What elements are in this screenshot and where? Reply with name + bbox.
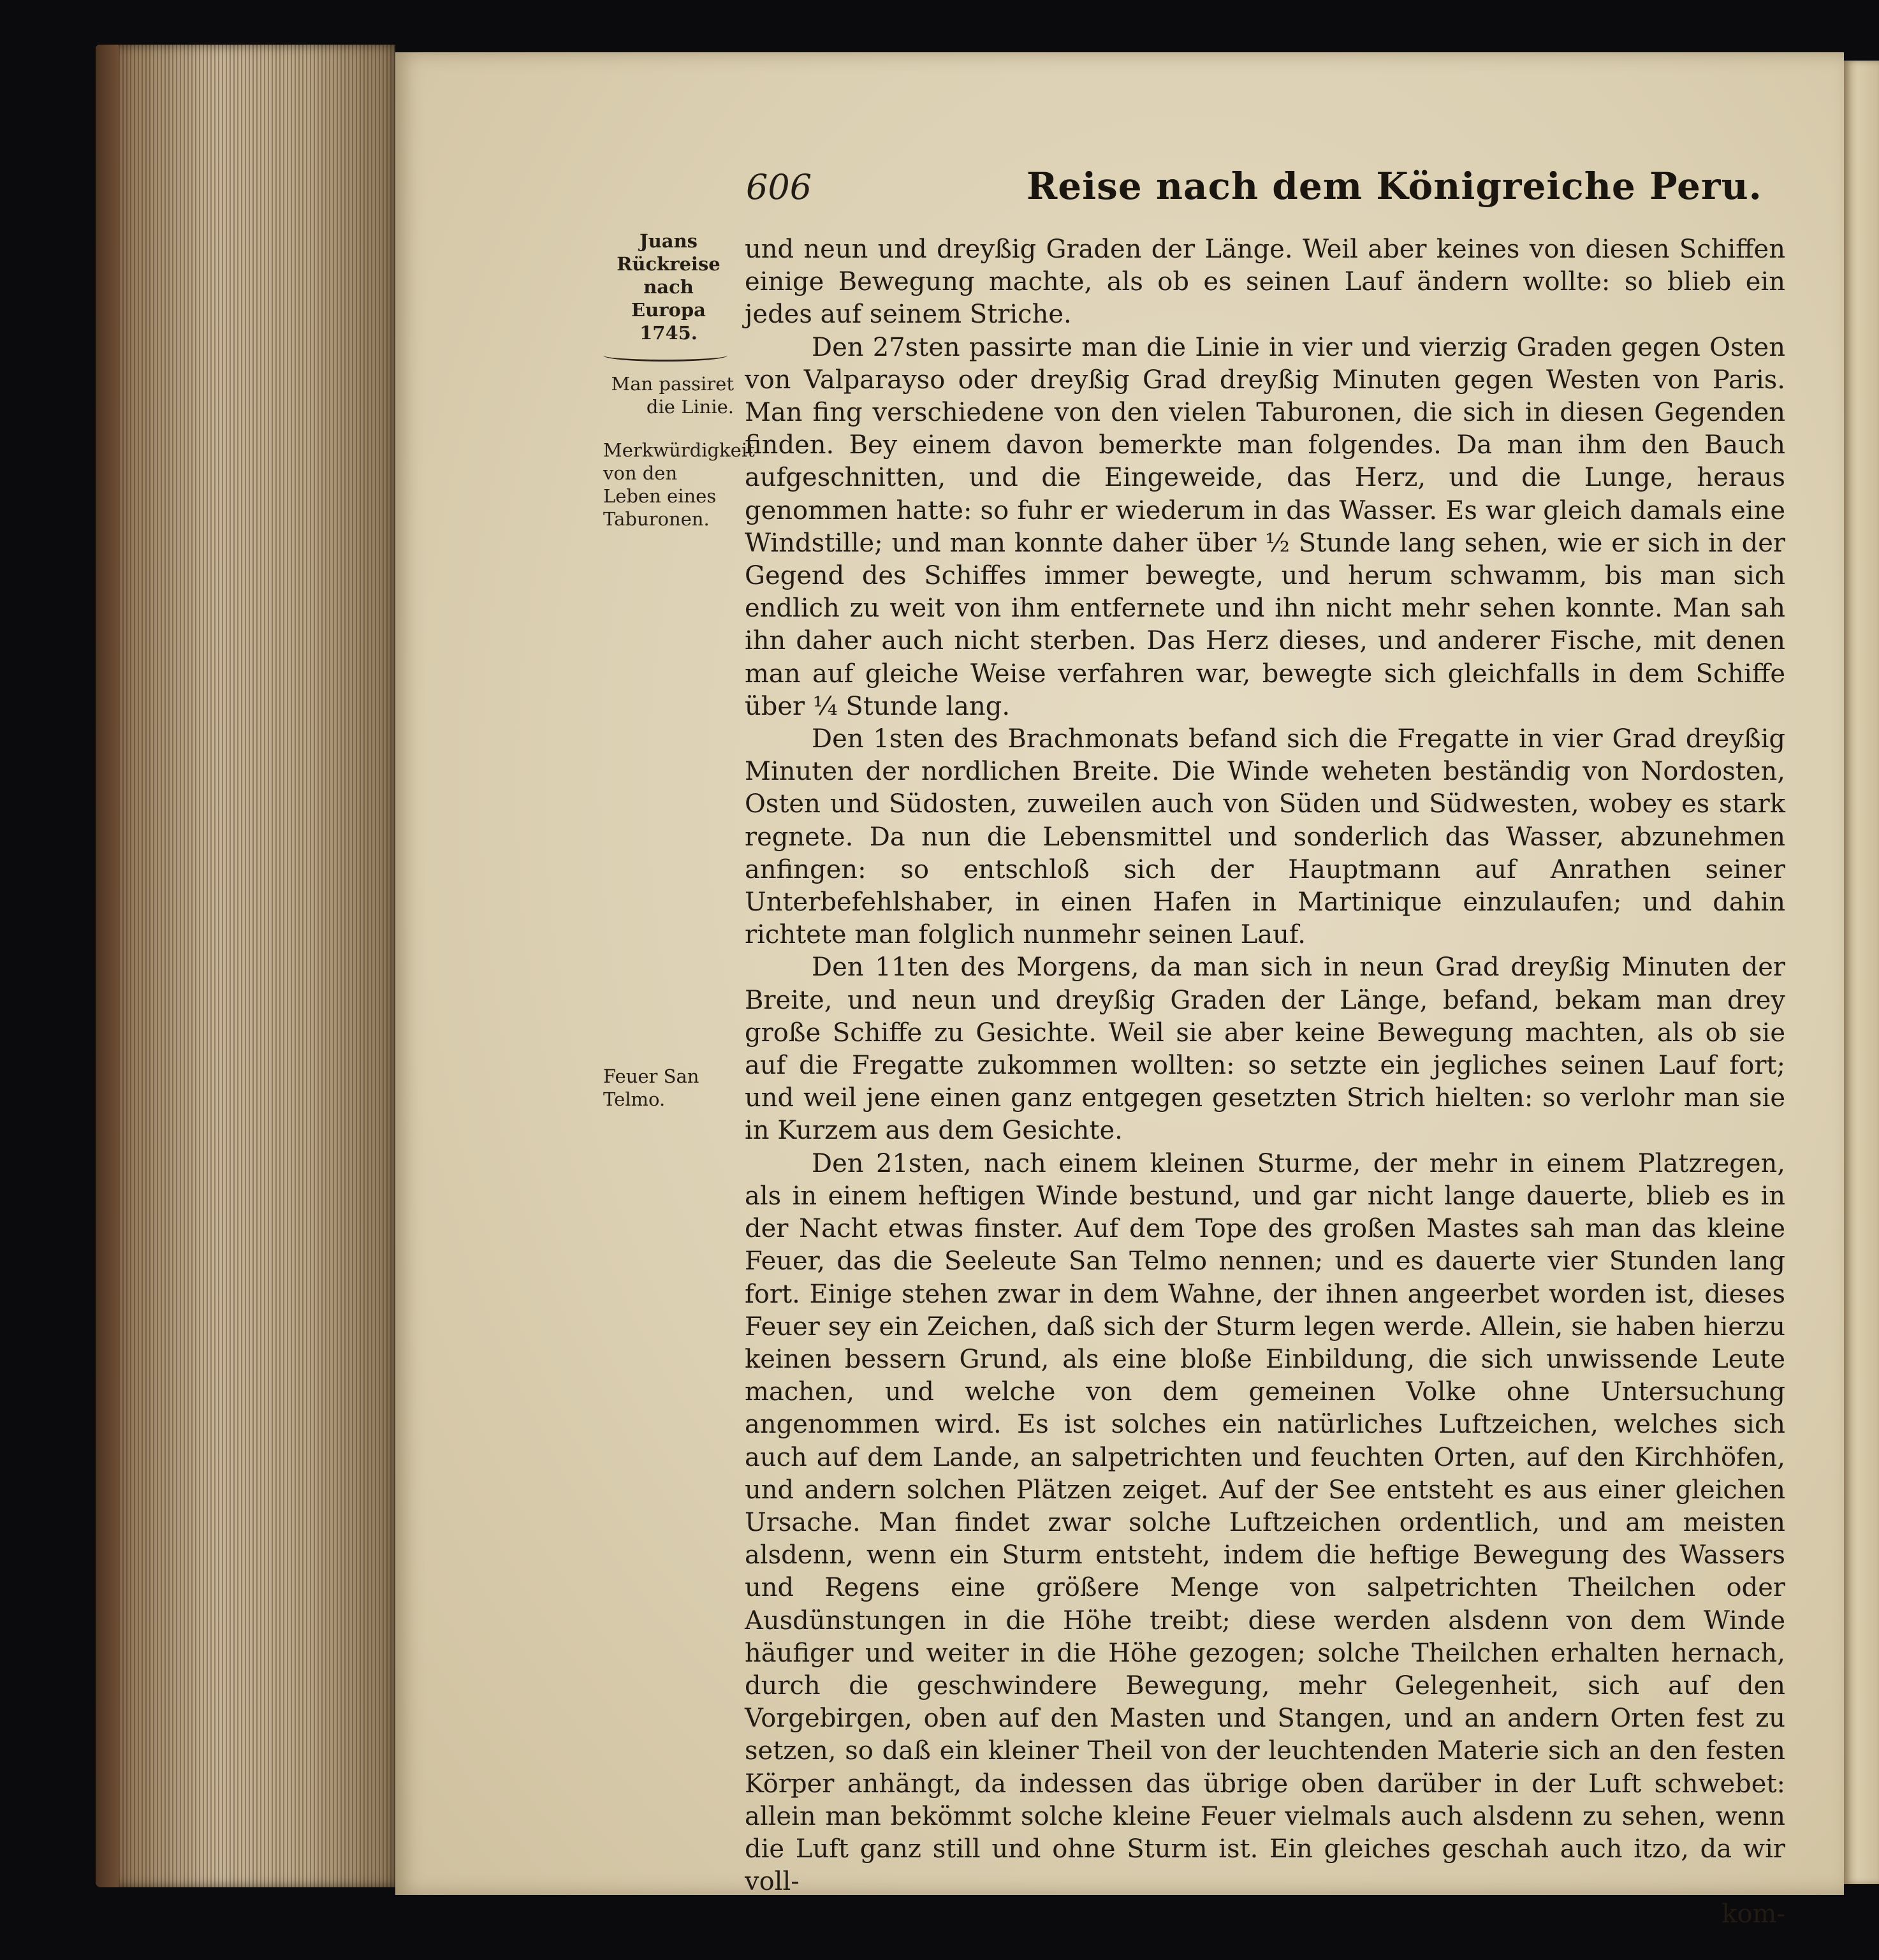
sidenote-brace	[603, 349, 727, 362]
paragraph-3: Den 1sten des Brachmonats befand sich die Fregatte in vier Grad dreyßig Minuten der nordlichen Breite. Die Winde weheten beständig von Nordosten, Osten und Südosten, zuweilen auch von Süden und Südwesten, wobey es stark regnete. Da nun die Lebensmittel und sonderlich das Wasser, abzunehmen anfingen: so entschloß sich der Hauptmann auf Anrathen seiner Unterbefehlshaber, in einen Hafen in Martinique einzulaufen; und dahin richtete man folglich nunmehr seinen Lauf.	[745, 724, 1785, 950]
paragraph-1: und neun und dreyßig Graden der Länge. Weil aber keines von diesen Schiffen einige Bewegung machte, als ob es seinen Lauf ändern wollte: so blieb ein jedes auf seinem Striche.	[745, 235, 1785, 330]
paragraph-5: Den 21sten, nach einem kleinen Sturme, der mehr in einem Platzregen, als in einem heftigen Winde bestund, und gar nicht lange dauerte, blieb es in der Nacht etwas finster. Auf dem Tope des großen Mastes sah man das kleine Feuer, das die Seeleute San Telmo nennen; und es dauerte vier Stunden lang fort. Einige stehen zwar in dem Wahne, der ihnen angeerbet worden ist, dieses Feuer sey ein Zeichen, daß sich der Sturm legen werde. Allein, sie haben hierzu keinen bessern Grund, als eine bloße Einbildung, die sich unwissende Leute machen, und welche von dem gemeinen Volke ohne Untersuchung angenommen wird. Es ist solches ein natürliches Luftzeichen, welches sich auch auf dem Lande, an salpetrichten und feuchten Orten, auf den Kirchhöfen, und andern solchen Plätzen zeiget. Auf der See entsteht es aus einer gleichen Ursache. Man findet zwar solche Luftzeichen ordentlich, und am meisten alsdenn, wenn ein Sturm entsteht, indem die heftige Bewegung des Wassers und Regens eine größere Menge von salpetrichten Theilchen oder Ausdünstungen in die Höhe treibt; diese werden alsdenn von dem Winde häufiger und weiter in die Höhe gezogen; solche Theilchen erhalten hernach, durch die geschwindere Bewegung, mehr Gelegenheit, sich auf den Vorgebirgen, oben auf den Masten und Stangen, und an andern Orten fest zu setzen, so daß ein kleiner Theil von der leuchtenden Materie sich an den festen Körper anhängt, da indessen das übrige oben darüber in der Luft schwebet: allein man bekömmt solche kleine Feuer vielmals auch alsdenn zu sehen, wenn die Luft ganz still und ohne Sturm ist. Ein gleiches geschah auch itzo, da wir voll-	[745, 1148, 1785, 1897]
page-stack-edge	[96, 45, 395, 1887]
sidenote-shark: Merkwürdigkeit von den Leben eines Taburonen.	[603, 439, 755, 530]
leather-cover-edge	[96, 45, 119, 1887]
facing-page-edge	[1844, 61, 1879, 1884]
paragraph-4: Den 11ten des Morgens, da man sich in neun Grad dreyßig Minuten der Breite, und neun und dreyßig Graden der Länge, befand, bekam man drey große Schiffe zu Gesichte. Weil sie aber keine Bewegung machten, als ob sie auf die Fregatte zukommen wollten: so setzte ein jegliches seinen Lauf fort; und weil jene einen ganz entgegen gesetzten Strich hielten: so verlohr man sie in Kurzem aus dem Gesichte.	[745, 953, 1785, 1146]
catchword: kom-	[1722, 1899, 1785, 1929]
sidenote-return-voyage: Juans Rückreise nach Europa 1745.	[617, 230, 720, 344]
paragraph-2: Den 27sten passirte man die Linie in vier und vierzig Graden gegen Osten von Valparayso oder dreyßig Grad dreyßig Minuten gegen Westen von Paris. Man fing verschiedene von den vielen Taburonen, die sich in diesen Gegenden finden. Bey einem davon bemerkte man folgendes. Da man ihm den Bauch aufgeschnitten, und die Eingeweide, das Herz, und die Lunge, heraus genommen hatte: so fuhr er wiederum in das Wasser. Es war gleich damals eine Windstille; und man konnte daher über ½ Stunde lang sehen, wie er sich in der Gegend des Schiffes immer bewegte, und herum schwamm, bis man sich endlich zu weit von ihm entfernete und ihn nicht mehr sehen konnte. Man sah ihn daher auch nicht sterben. Das Herz dieses, und anderer Fische, mit denen man auf gleiche Weise verfahren war, bewegte sich gleichfalls in dem Schiffe über ¼ Stunde lang.	[745, 332, 1785, 721]
sidenote-equator: Man passiret die Linie.	[611, 373, 734, 418]
page-number: 606	[746, 167, 812, 207]
running-title: Reise nach dem Königreiche Peru.	[1027, 165, 1762, 208]
body-text	[745, 233, 1785, 1931]
sidenote-st-elmo: Feuer San Telmo.	[603, 1065, 699, 1110]
